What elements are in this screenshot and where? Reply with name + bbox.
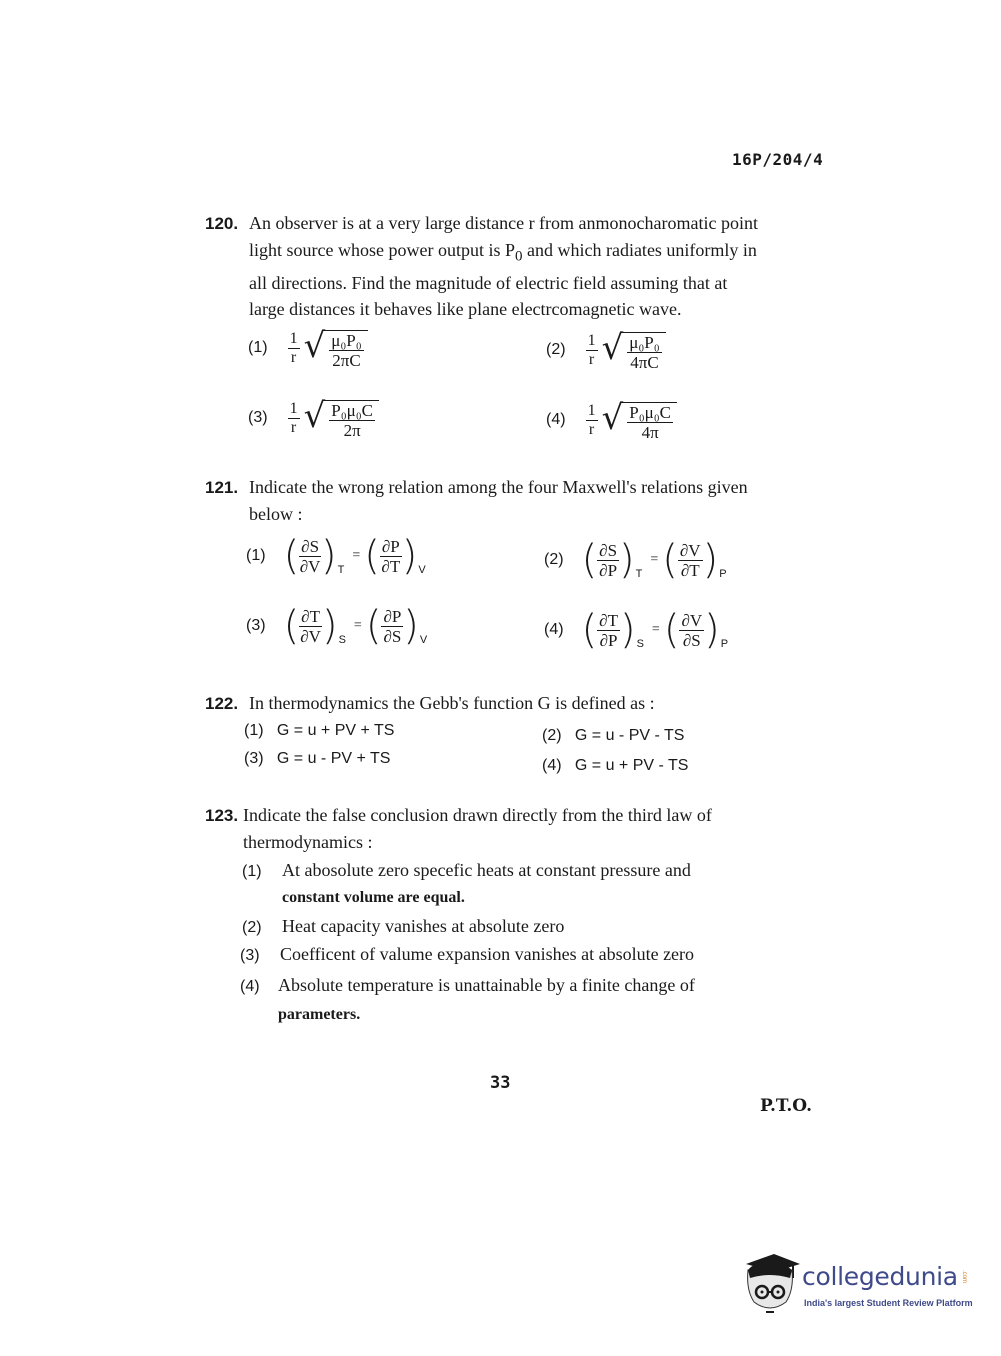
equals-sign: = — [651, 622, 660, 637]
frac-numerator: 1 — [289, 399, 298, 417]
held-constant-subscript: T — [635, 568, 643, 580]
radicand-numerator: μ₀P₀ — [331, 331, 362, 350]
held-constant-subscript: S — [338, 634, 346, 646]
option-text: constant volume are equal. — [282, 889, 465, 906]
q123-option-1[interactable] — [242, 858, 832, 910]
partial-numerator: ∂P — [383, 606, 402, 626]
frac-denominator: r — [588, 420, 595, 438]
question-120 — [205, 210, 833, 322]
q120-option-4[interactable] — [546, 398, 677, 442]
q120-option-2[interactable] — [546, 328, 666, 372]
partial-denominator: ∂P — [599, 630, 618, 650]
frac-denominator: r — [290, 348, 297, 366]
q122-option-2[interactable] — [542, 727, 684, 745]
partial-denominator: ∂T — [381, 556, 401, 576]
radicand-numerator: P₀μ₀C — [331, 401, 373, 420]
question-123-text — [205, 802, 835, 855]
text-line: Indicate the wrong relation among the four Maxwell's relations given — [249, 477, 748, 497]
held-constant-subscript: S — [636, 638, 644, 650]
radicand-denominator: 4π — [641, 423, 659, 442]
frac-denominator: r — [290, 418, 297, 436]
text-line: and which radiates uniformly in — [522, 240, 757, 260]
option-label: (4) — [546, 411, 566, 428]
option-label: (3) — [240, 947, 260, 964]
question-number: 121. — [205, 478, 239, 497]
question-120-text — [205, 210, 833, 322]
partial-numerator: ∂V — [681, 610, 703, 630]
text-line: large distances it behaves like plane electrcomagnetic wave. — [249, 298, 682, 319]
held-constant-subscript: P — [720, 638, 729, 650]
option-text: parameters. — [278, 1006, 361, 1023]
option-label: (1) — [246, 547, 266, 564]
option-label: (3) — [246, 617, 266, 634]
question-number: 123. — [205, 806, 239, 825]
option-label: (2) — [242, 919, 262, 936]
equals-sign: = — [353, 618, 362, 633]
q120-option-3[interactable] — [248, 396, 379, 440]
question-number: 120. — [205, 214, 239, 233]
q123-option-4[interactable] — [240, 972, 830, 1028]
partial-numerator: ∂S — [599, 540, 618, 560]
option-text: G = u + PV - TS — [574, 757, 689, 774]
frac-numerator: 1 — [587, 331, 596, 349]
q122-option-3[interactable] — [244, 750, 390, 768]
q122-option-4[interactable] — [542, 757, 688, 775]
q123-option-3[interactable] — [240, 942, 830, 968]
question-122 — [205, 690, 833, 717]
option-text: G = u + PV + TS — [276, 722, 395, 739]
q121-option-1[interactable]: (1) ( $\frac{\partial S}{\partial V}$ ) T = ( $\frac{\partial P}{\partial T}$ ) V — [246, 533, 426, 579]
text-line: light source whose power output is P — [249, 240, 515, 260]
option-text: Absolute temperature is unattainable by a finite change of — [278, 975, 695, 995]
option-label: (2) — [544, 551, 564, 568]
option-label: (2) — [546, 341, 566, 358]
question-123 — [205, 802, 835, 855]
q121-option-3[interactable]: (3) ( $\frac{\partial T}{\partial V}$ ) S = ( $\frac{\partial P}{\partial S}$ ) V — [246, 603, 428, 649]
held-constant-subscript: T — [337, 564, 345, 576]
question-number: 122. — [205, 694, 239, 713]
question-121 — [205, 474, 833, 527]
radicand-numerator: μ₀P₀ — [629, 333, 660, 352]
equals-sign: = — [352, 548, 361, 563]
option-label: (4) — [240, 978, 260, 995]
text-line: thermodynamics : — [243, 832, 373, 852]
text-line: Indicate the false conclusion drawn directly from the third law of — [243, 805, 712, 825]
pto-label: P.T.O. — [760, 1096, 812, 1116]
text-line: all directions. Find the magnitude of electric field assuming that at — [249, 272, 728, 293]
option-label: (3) — [244, 750, 264, 767]
logo-dotcom: .com — [961, 1270, 967, 1284]
held-constant-subscript: V — [418, 564, 426, 576]
question-121-text — [205, 474, 833, 527]
option-label: (4) — [542, 757, 562, 774]
partial-numerator: ∂S — [301, 536, 320, 556]
partial-denominator: ∂V — [300, 626, 321, 646]
q123-option-2[interactable] — [242, 914, 832, 940]
radicand-denominator: 4πC — [630, 353, 659, 372]
square-root: √ $\frac{\text{P₀μ₀C}}{2\pi}$ — [304, 396, 379, 440]
partial-denominator: ∂V — [299, 556, 321, 576]
option-text: G = u - PV - TS — [574, 727, 685, 744]
subscript: 0 — [514, 248, 523, 265]
option-label: (2) — [542, 727, 562, 744]
held-constant-subscript: P — [719, 568, 727, 580]
text-line: below : — [249, 504, 303, 524]
q121-option-4[interactable]: (4) ( $\frac{\partial T}{\partial P}$ ) S = ( $\frac{\partial V}{\partial S}$ ) P — [544, 607, 729, 653]
frac-numerator: 1 — [587, 401, 596, 419]
option-label: (1) — [248, 339, 268, 356]
partial-denominator: ∂S — [383, 626, 402, 646]
radicand-denominator: 2π — [343, 421, 361, 440]
option-text: Heat capacity vanishes at absolute zero — [282, 916, 565, 936]
partial-numerator: ∂T — [301, 606, 320, 626]
partial-denominator: ∂T — [680, 560, 700, 580]
q121-option-2[interactable]: (2) ( $\frac{\partial S}{\partial P}$ ) T = ( $\frac{\partial V}{\partial T}$ ) P — [544, 537, 727, 583]
q122-option-1[interactable] — [244, 722, 394, 740]
option-label: (3) — [248, 409, 268, 426]
partial-denominator: ∂P — [599, 560, 618, 580]
equals-sign: = — [650, 552, 659, 567]
frac-numerator: 1 — [289, 329, 298, 347]
page-number: 33 — [490, 1073, 511, 1093]
square-root: √ $\frac{\text{μ₀P₀}}{4\pi C}$ — [602, 328, 666, 372]
option-label: (4) — [544, 621, 564, 638]
question-122-text — [205, 690, 833, 717]
option-label: (1) — [242, 863, 262, 880]
text-line: An observer is at a very large distance r from anmonocharomatic point — [249, 213, 758, 233]
option-text: G = u - PV + TS — [276, 750, 391, 767]
held-constant-subscript: V — [419, 634, 428, 646]
option-text: At abosolute zero specefic heats at constant pressure and — [282, 860, 691, 880]
square-root: √ $\frac{\text{P₀μ₀C}}{4\pi}$ — [602, 398, 677, 442]
paper-code: 16P/204/4 — [732, 150, 824, 169]
square-root: √ $\frac{\text{μ₀P₀}}{2\pi C}$ — [304, 326, 368, 370]
logo-tagline: India's largest Student Review Platform — [804, 1298, 973, 1308]
logo-wordmark: collegedunia — [802, 1262, 958, 1291]
radicand-denominator: 2πC — [332, 351, 361, 370]
partial-denominator: ∂S — [682, 630, 701, 650]
partial-numerator: ∂T — [599, 610, 618, 630]
option-label: (1) — [244, 722, 264, 739]
collegedunia-logo-icon — [740, 1250, 802, 1323]
partial-numerator: ∂V — [679, 540, 701, 560]
option-text: Coefficent of valume expansion vanishes at absolute zero — [280, 944, 695, 964]
frac-denominator: r — [588, 350, 595, 368]
radicand-numerator: P₀μ₀C — [629, 403, 671, 422]
q120-option-1[interactable] — [248, 326, 368, 370]
text-line: In thermodynamics the Gebb's function G is defined as : — [249, 693, 655, 713]
partial-numerator: ∂P — [381, 536, 400, 556]
